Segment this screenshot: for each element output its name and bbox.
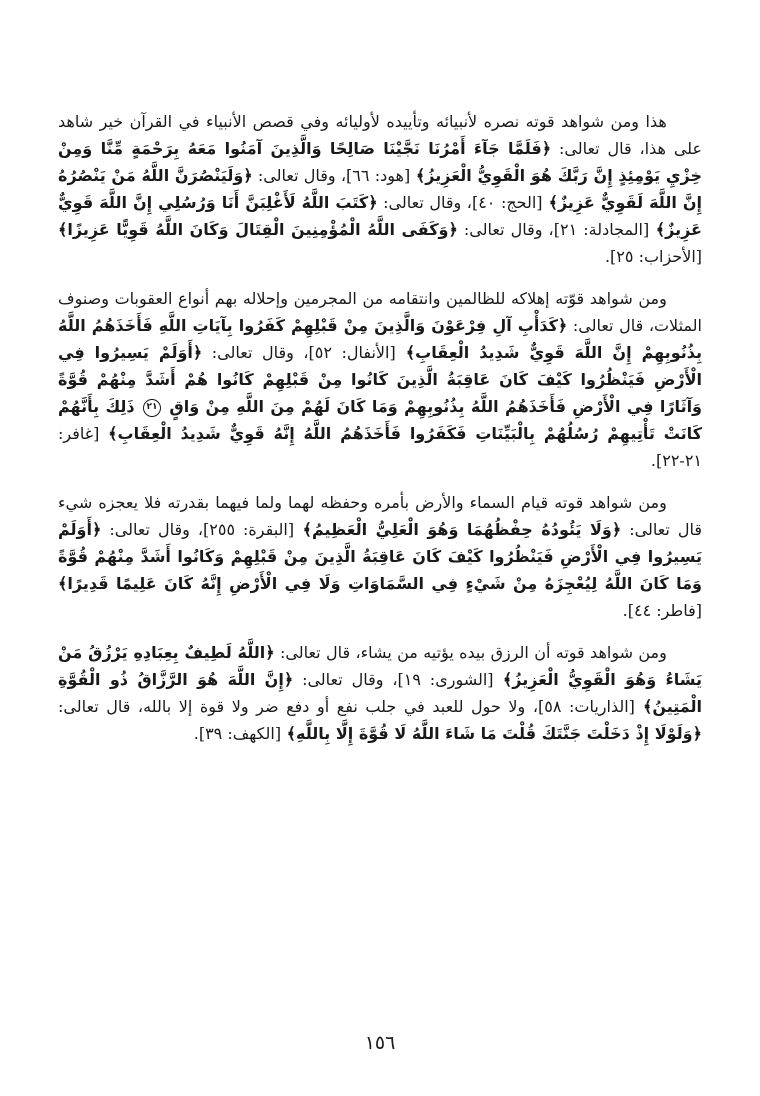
quran-verse: ﴿كَدَأْبِ آلِ فِرْعَوْنَ وَالَّذِينَ مِنْ قَبْلِهِمْ كَفَرُوا بِآيَاتِ اللَّهِ فَأَخَذَهُمُ اللَّهُ بِذُنُوبِهِمْ إِنَّ اللَّهَ قَوِيٌّ شَدِيدُ الْعِقَابِ﴾ <box>58 316 702 362</box>
body-text: ومن شواهد قوته أن الرزق بيده يؤتيه من يشاء، قال تعالى: <box>274 643 667 662</box>
body-text: وقال تعالى: <box>252 166 336 185</box>
quran-verse: ﴿وَلَيَنْصُرَنَّ اللَّهُ مَنْ يَنْصُرُهُ إِنَّ اللَّهَ لَقَوِيٌّ عَزِيزٌ﴾ <box>58 166 703 212</box>
quran-verse: ﴿فَلَمَّا جَآءَ أَمْرُنَا نَجَّيْنَا صَالِحًا وَالَّذِينَ آمَنُوا مَعَهُ بِرَحْمَةٍ مِّنَّا وَمِنْ خِزْيِ يَوْمِئِذٍ إِنَّ رَبَّكَ هُوَ الْقَوِيُّ الْعَزِيزُ﴾ <box>58 139 702 185</box>
body-text: وقال تعالى: <box>377 193 462 212</box>
verse-reference: [الكهف: ٣٩]. <box>193 724 282 743</box>
quran-verse: ذَلِكَ بِأَنَّهُمْ كَانَتْ تَأْتِيهِمْ رُسُلُهُمْ بِالْبَيِّنَاتِ فَكَفَرُوا فَأَخَذَهُمُ اللَّهُ إِنَّهُ قَوِيٌّ شَدِيدُ الْعِقَابِ﴾ <box>58 397 702 443</box>
verse-reference: [الذاريات: ٥٨]، <box>525 697 635 716</box>
quran-verse: ﴿إِنَّ اللَّهَ هُوَ الرَّزَّاقُ ذُو الْقُوَّةِ الْمَتِينُ﴾ <box>58 670 703 716</box>
verse-reference: [الشورى: ١٩]، <box>383 670 494 689</box>
paragraph <box>58 108 702 270</box>
page-body <box>58 108 702 762</box>
verse-reference: [البقرة: ٢٥٥]، <box>189 520 295 539</box>
verse-reference: [المجادلة: ٢١]، <box>542 220 650 239</box>
body-text: وقال تعالى: <box>457 220 543 239</box>
ayah-number-marker: ٢١ <box>143 399 161 417</box>
quran-verse: ﴿أَوَلَمْ يَسِيرُوا فِي الْأَرْضِ فَيَنْظُرُوا كَيْفَ كَانَ عَاقِبَةُ الَّذِينَ مِنْ قَبْلِهِمْ وَكَانُوا أَشَدَّ مِنْهُمْ قُوَّةً وَمَا كَانَ اللَّهُ لِيُعْجِزَهُ مِنْ شَيْءٍ فِي السَّمَاوَاتِ وَلَا فِي الْأَرْضِ إِنَّهُ كَانَ عَلِيمًا قَدِيرًا﴾ <box>58 520 703 593</box>
verse-reference: [الأحزاب: ٢٥]. <box>604 247 702 266</box>
quran-verse: ﴿وَلَا يَئُودُهُ حِفْظُهُمَا وَهُوَ الْعَلِيُّ الْعَظِيمُ﴾ <box>294 520 622 539</box>
quran-verse: ﴿أَوَلَمْ يَسِيرُوا فِي الْأَرْضِ فَيَنْظُرُوا كَيْفَ كَانَ عَاقِبَةُ الَّذِينَ كَانُوا مِنْ قَبْلِهِمْ كَانُوا هُمْ أَشَدَّ مِنْهُمْ قُوَّةً وَآثَارًا فِي الْأَرْضِ فَأَخَذَهُمُ اللَّهُ بِذُنُوبِهِمْ وَمَا كَانَ لَهُمْ مِنَ اللَّهِ مِنْ وَاقٍ <box>58 343 703 416</box>
verse-reference: [فاطر: ٤٤]. <box>622 601 702 620</box>
quran-verse: ﴿وَكَفَى اللَّهُ الْمُؤْمِنِينَ الْقِتَالَ وَكَانَ اللَّهُ قَوِيًّا عَزِيزًا﴾ <box>58 220 458 239</box>
quran-verse: ﴿اللَّهُ لَطِيفٌ بِعِبَادِهِ يَرْزُقُ مَنْ يَشَاءُ وَهُوَ الْقَوِيُّ الْعَزِيزُ﴾ <box>58 643 703 689</box>
body-text: وقال تعالى: <box>101 520 190 539</box>
verse-reference: [الأنفال: ٥٢]، <box>293 343 396 362</box>
body-text: ومن شواهد قوته قيام السماء والأرض بأمره وحفظه لهما ولما فيهما بقدرته فلا يعجزه شيء قال تعالى: <box>58 493 703 539</box>
body-text: ومن شواهد قوّته إهلاكه للظالمين وانتقامه من المجرمين وإحلاله بهم أنواع العقوبات وصنوف المثلات، قال تعالى: <box>58 289 702 335</box>
verse-reference: [غافر: ٢١-٢٢]. <box>58 424 702 470</box>
verse-reference: [الحج: ٤٠]، <box>461 193 543 212</box>
quran-verse: ﴿وَلَوْلَا إِذْ دَخَلْتَ جَنَّتَكَ قُلْتَ مَا شَاءَ اللَّهُ لَا قُوَّةَ إِلَّا بِاللَّهِ﴾ <box>281 724 702 743</box>
body-text: وقال تعالى: <box>202 343 294 362</box>
verse-reference: [هود: ٦٦]، <box>335 166 411 185</box>
body-text: هذا ومن شواهد قوته نصره لأنبيائه وتأييده لأوليائه وفي قصص الأنبياء في القرآن خير شاهد على هذا، قال تعالى: <box>58 112 702 158</box>
body-text: ولا حول للعبد في جلب نفع أو دفع ضر ولا قوة إلا بالله، قال تعالى: <box>58 697 526 716</box>
paragraph <box>58 285 702 474</box>
page-number: ١٥٦ <box>364 1032 396 1054</box>
quran-verse: ﴿كَتَبَ اللَّهُ لَأَغْلِبَنَّ أَنَا وَرُسُلِي إِنَّ اللَّهَ قَوِيٌّ عَزِيزٌ﴾ <box>58 193 702 239</box>
body-text: وقال تعالى: <box>293 670 384 689</box>
paragraph <box>58 639 702 747</box>
paragraph <box>58 489 702 624</box>
